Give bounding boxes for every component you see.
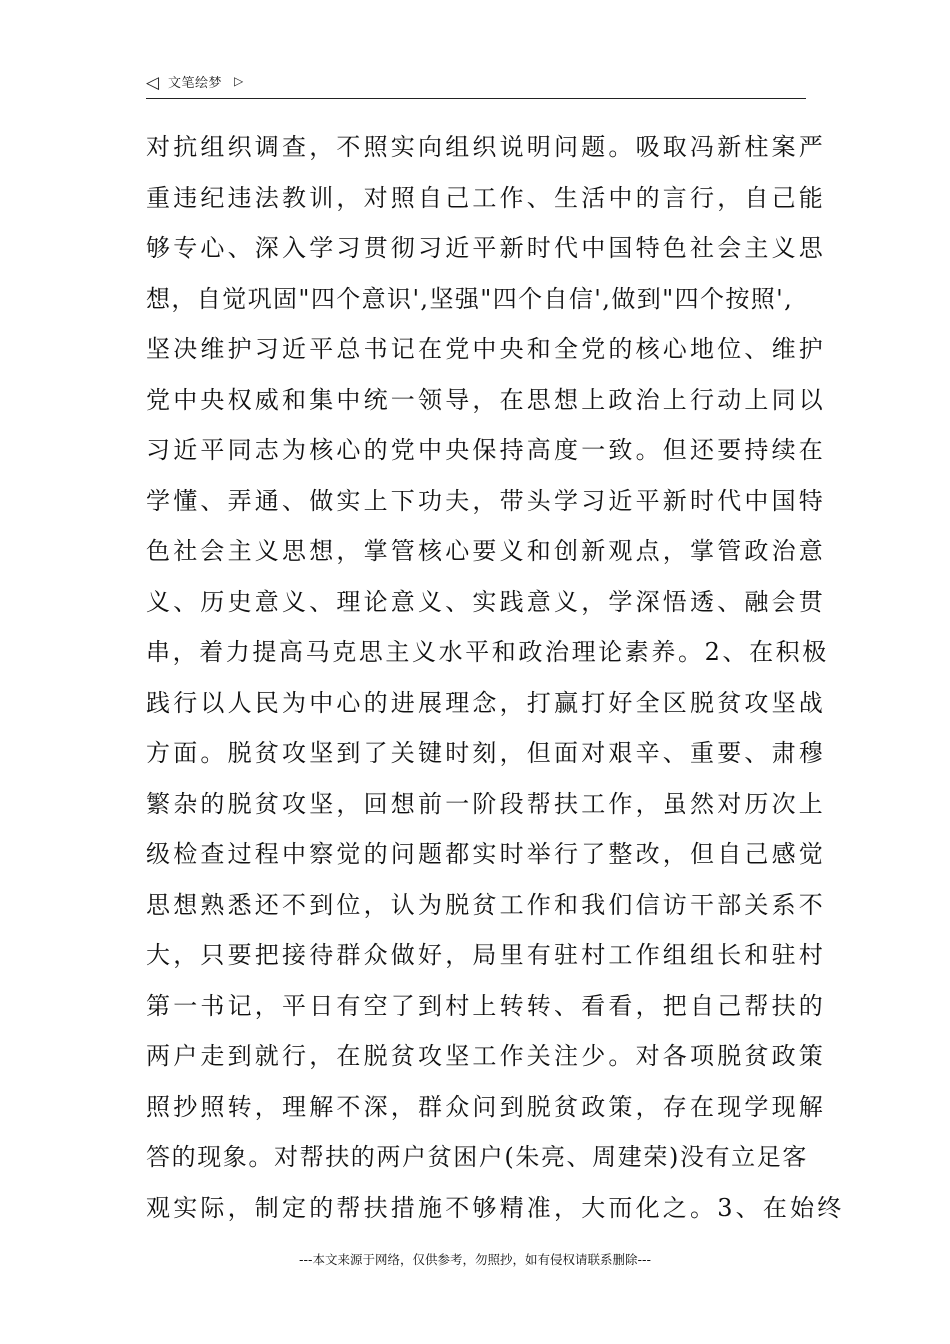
text-line: 大，只要把接待群众做好，局里有驻村工作组组长和驻村 — [146, 941, 826, 969]
text-line: 第一书记，平日有空了到村上转转、看看，把自己帮扶的 — [146, 991, 826, 1020]
text-line: 方面。脱贫攻坚到了关键时刻，但面对艰辛、重要、肃穆 — [146, 739, 826, 767]
text-line: 重违纪违法教训，对照自己工作、生活中的言行，自己能 — [146, 183, 826, 212]
text-line: 学懂、弄通、做实上下功夫，带头学习近平新时代中国特 — [146, 486, 826, 515]
text-line: 践行以人民为中心的进展理念，打赢打好全区脱贫攻坚战 — [146, 688, 826, 717]
text-line: 色社会主义思想，掌管核心要义和创新观点，掌管政治意 — [146, 537, 826, 565]
text-line: 思想熟悉还不到位，认为脱贫工作和我们信访干部关系不 — [146, 890, 826, 919]
text-line: 够专心、深入学习贯彻习近平新时代中国特色社会主义思 — [146, 234, 826, 262]
text-line: 党中央权威和集中统一领导，在思想上政治上行动上同以 — [146, 385, 826, 414]
text-line: 坚决维护习近平总书记在党中央和全党的核心地位、维护 — [146, 335, 826, 363]
text-line: 义、历史意义、理论意义、实践意义，学深悟透、融会贯 — [146, 587, 826, 616]
text-line: 想，自觉巩固"四个意识',坚强"四个自信',做到"四个按照', — [146, 284, 794, 313]
text-line: 繁杂的脱贫攻坚，回想前一阶段帮扶工作，虽然对历次上 — [146, 789, 826, 818]
header-title: 文笔绘梦 — [168, 76, 223, 91]
text-line: 两户走到就行，在脱贫攻坚工作关注少。对各项脱贫政策 — [146, 1042, 826, 1070]
text-line: 习近平同志为核心的党中央保持高度一致。但还要持续在 — [146, 436, 826, 464]
text-line: 级检查过程中察觉的问题都实时举行了整改，但自己感觉 — [146, 840, 826, 868]
text-line: 观实际，制定的帮扶措施不够精准，大而化之。3、在始终 — [146, 1193, 845, 1222]
text-line: 照抄照转，理解不深，群众问到脱贫政策，存在现学现解 — [146, 1092, 826, 1121]
right-triangle-icon: ▷ — [234, 74, 244, 88]
page-header — [146, 72, 806, 99]
text-line: 答的现象。对帮扶的两户贫困户(朱亮、周建荣)没有立足客 — [146, 1143, 808, 1171]
footer-disclaimer: ---本文来源于网络，仅供参考，勿照抄，如有侵权请联系删除--- — [298, 1252, 652, 1267]
document-body — [146, 122, 845, 1233]
text-line: 对抗组织调查，不照实向组织说明问题。吸取冯新柱案严 — [146, 133, 826, 161]
left-triangle-icon: ◁ — [146, 73, 160, 93]
text-line: 串，着力提高马克思主义水平和政治理论素养。2、在积极 — [146, 638, 829, 666]
